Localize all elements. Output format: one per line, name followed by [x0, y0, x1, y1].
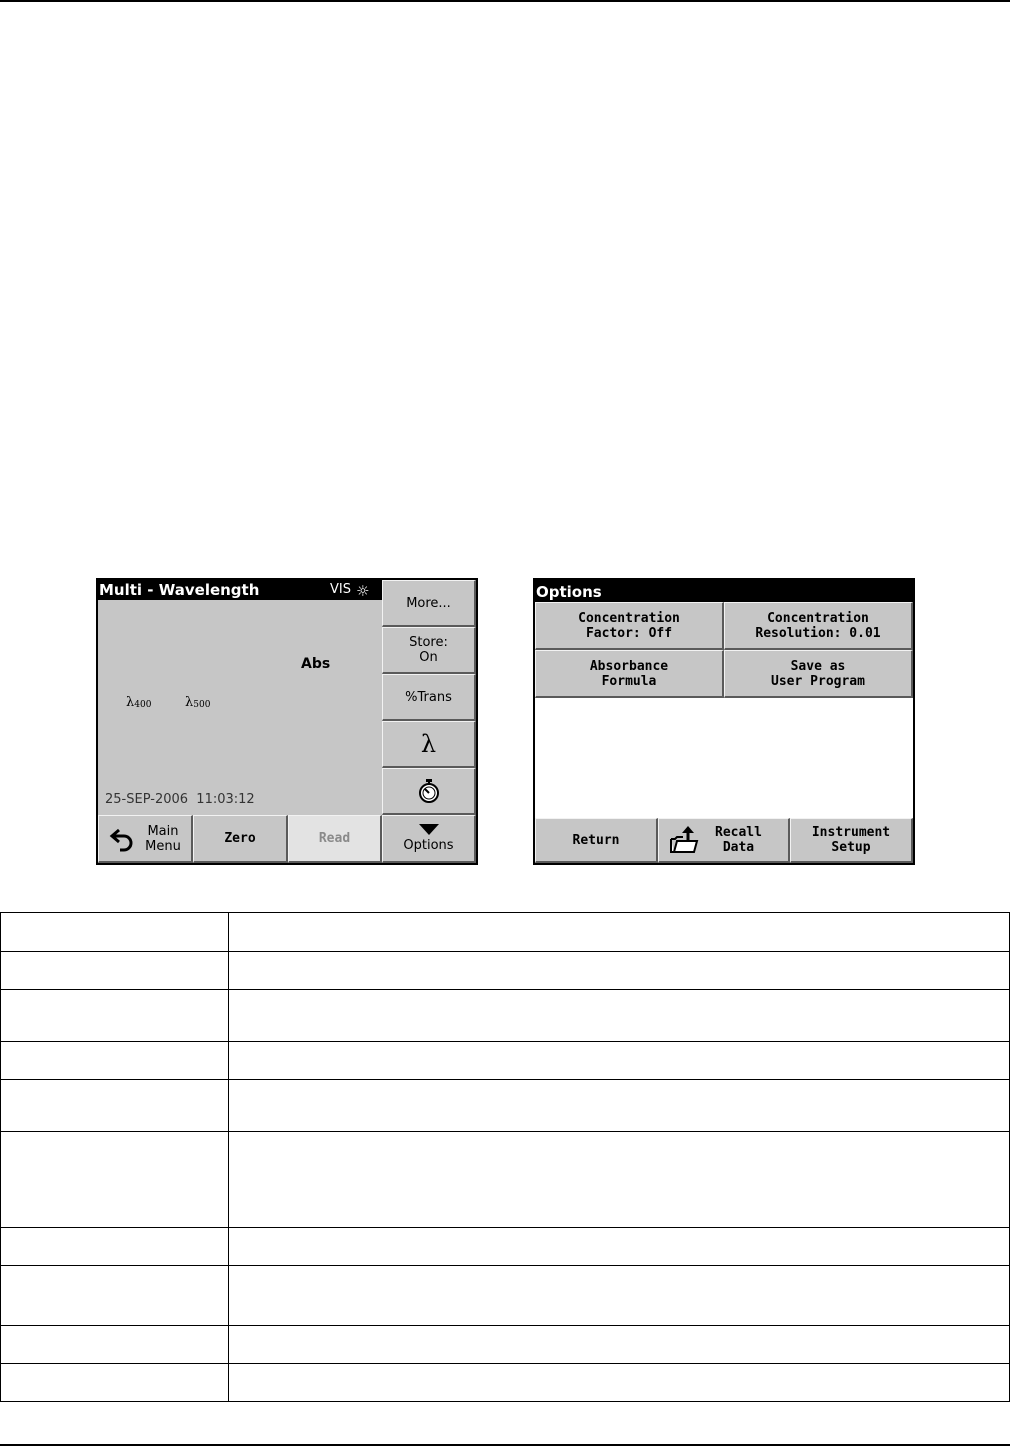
table-cell [229, 1266, 1010, 1326]
percent-trans-button[interactable]: %Trans [382, 674, 476, 721]
main-menu-button[interactable]: Main Menu [98, 815, 193, 863]
table-cell [1, 1326, 229, 1364]
folder-upload-icon [669, 825, 699, 855]
table-cell [229, 1080, 1010, 1132]
recall-data-button[interactable]: Recall Data [658, 818, 790, 863]
options-empty-area [535, 698, 913, 818]
back-arrow-icon [109, 826, 137, 852]
reference-table [0, 912, 1010, 1402]
lamp-label: VIS [330, 582, 351, 597]
lambda-1-label: $\lambda_{400}$ [126, 695, 152, 710]
multi-wavelength-screen [96, 578, 478, 865]
table-row [1, 1326, 1010, 1364]
table-row [1, 1228, 1010, 1266]
absorbance-formula-button[interactable]: Absorbance Formula [535, 650, 724, 698]
screen-title-bar [98, 580, 382, 600]
table-cell [1, 1266, 229, 1326]
table-cell [1, 1080, 229, 1132]
save-user-program-button[interactable]: Save as User Program [724, 650, 913, 698]
top-rule [0, 0, 1010, 2]
table-row [1, 952, 1010, 990]
table-cell [229, 952, 1010, 990]
table-cell [1, 1132, 229, 1228]
zero-button[interactable]: Zero [193, 815, 288, 863]
table-row [1, 1132, 1010, 1228]
table-row [1, 1080, 1010, 1132]
concentration-resolution-button[interactable]: Concentration Resolution: 0.01 [724, 602, 913, 650]
wavelength-button[interactable]: λ [382, 721, 476, 768]
store-toggle-button[interactable]: Store: On [382, 627, 476, 674]
table-cell [229, 913, 1010, 952]
table-cell [229, 1326, 1010, 1364]
table-cell [229, 1132, 1010, 1228]
table-cell [229, 1042, 1010, 1080]
read-button[interactable]: Read [288, 815, 382, 863]
table-row [1, 990, 1010, 1042]
lamp-sun-icon: ☼ [356, 582, 370, 600]
table-row [1, 913, 1010, 952]
timer-button[interactable] [382, 768, 476, 815]
table-cell [229, 1228, 1010, 1266]
lambda-2-label: $\lambda_{500}$ [185, 695, 211, 710]
table-cell [1, 952, 229, 990]
concentration-factor-button[interactable]: Concentration Factor: Off [535, 602, 724, 650]
screen-title: Multi - Wavelength [99, 581, 260, 599]
table-row [1, 1266, 1010, 1326]
options-title: Options [536, 583, 602, 601]
bottom-rule [0, 1444, 1010, 1446]
datetime: 25-SEP-2006 11:03:12 [105, 792, 255, 807]
table-row [1, 1042, 1010, 1080]
instrument-setup-button[interactable]: Instrument Setup [790, 818, 913, 863]
options-screen [533, 578, 915, 865]
table-cell [1, 990, 229, 1042]
return-button[interactable]: Return [535, 818, 658, 863]
stopwatch-icon [416, 777, 442, 805]
table-cell [229, 1364, 1010, 1402]
table-cell [1, 1364, 229, 1402]
triangle-down-icon [419, 824, 439, 835]
table-row [1, 1364, 1010, 1402]
table-cell [1, 913, 229, 952]
options-title-bar [535, 580, 913, 602]
table-cell [1, 1228, 229, 1266]
options-button[interactable]: Options [382, 815, 476, 863]
more-button[interactable]: More... [382, 580, 476, 627]
abs-label: Abs [301, 656, 331, 672]
table-cell [229, 990, 1010, 1042]
table-cell [1, 1042, 229, 1080]
